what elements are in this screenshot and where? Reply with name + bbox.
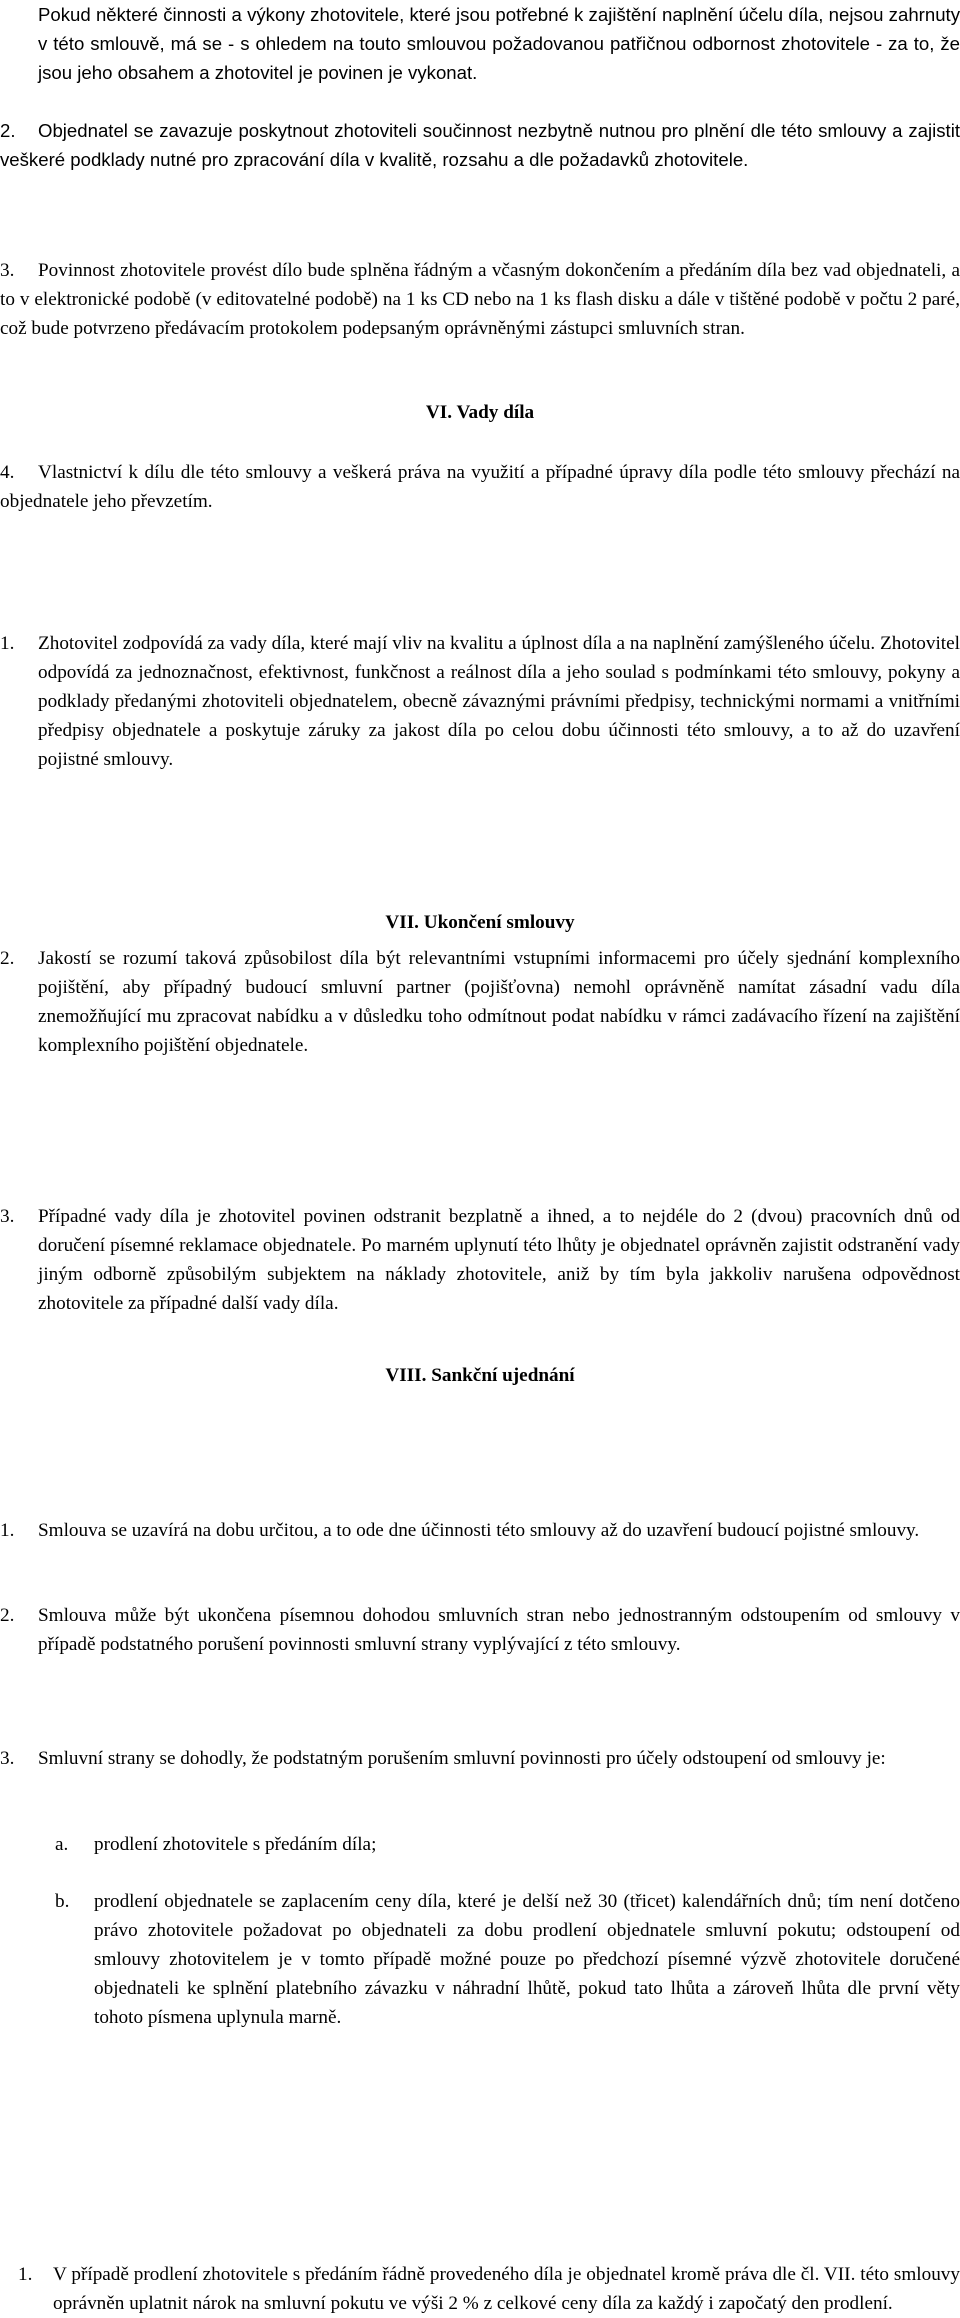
item-text: Jakostí se rozumí taková způsobilost díla být relevantními vstupními informacemi pro účely sjednání komplexního pojištění, aby případný budoucí smluvní partner (pojišťovna) nemohl oprávněně namítat zásadní vadu díla znemožňující mu zpracovat nabídku a v důsledku toho odmítnout podat nabídku v rámci zadávacího řízení na zajištění komplexního pojištění objednatele. — [38, 948, 960, 1056]
item-text: Povinnost zhotovitele provést dílo bude splněna řádným a včasným dokončením a předáním díla bez vad objednateli, a to v elektronické podobě (v editovatelné podobě) na 1 ks CD nebo na 1 ks flash disku a dále v tištěné podobě v počtu 2 paré, což bude potvrzeno předávacím protokolem podepsaným oprávněnými zástupci smluvních stran. — [0, 260, 960, 339]
section-heading-vii: VII. Ukončení smlouvy — [385, 912, 575, 933]
item-text: Zhotovitel zodpovídá za vady díla, které mají vliv na kvalitu a úplnost díla a na naplnění zamýšleného účelu. Zhotovitel odpovídá za jednoznačnost, efektivnost, funkčnost a reálnost díla a jeho soulad s podmínkami této smlouvy, pokyny a podklady předanými zhotoviteli objednatelem, obecně závaznými právními předpisy, technickými normami a vnitřními předpisy objednatele a poskytuje záruky za jakost díla po celou dobu účinnosti této smlouvy, a to až do uzavření pojistné smlouvy. — [38, 633, 960, 770]
item-text: Smluvní strany se dohodly, že podstatným porušením smluvní povinnosti pro účely odstoupení od smlouvy je: — [38, 1748, 886, 1769]
article-vii-item-2 — [0, 1601, 960, 1659]
item-number: 4. — [0, 462, 15, 483]
article-v-item-4 — [0, 458, 960, 516]
item-number: 3. — [0, 1206, 15, 1227]
item-number: 1. — [18, 2264, 33, 2285]
intro-paragraph — [0, 0, 960, 87]
item-text: V případě prodlení zhotovitele s předáním řádně provedeného díla je objednatel kromě práva dle čl. VII. této smlouvy oprávněn uplatnit nárok na smluvní pokutu ve výši 2 % z celkové ceny díla za každý i započatý den prodlení. — [53, 2264, 960, 2314]
item-number: 2. — [0, 1605, 15, 1626]
article-v-item-3 — [0, 256, 960, 343]
article-vi-item-1 — [0, 629, 960, 774]
article-vi-item-3 — [0, 1202, 960, 1318]
item-text: Smlouva se uzavírá na dobu určitou, a to ode dne účinnosti této smlouvy až do uzavření budoucí pojistné smlouvy. — [38, 1520, 920, 1541]
item-number: 3. — [0, 1748, 15, 1769]
item-text: Případné vady díla je zhotovitel povinen odstranit bezplatně a ihned, a to nejdéle do 2 (dvou) pracovních dnů od doručení písemné reklamace objednatele. Po marném uplynutí této lhůty je objednatel oprávněn zajistit odstranění vady jiným odborně způsobilým subjektem na náklady zhotovitele, aniž by tím byla jakkoliv narušena odpovědnost zhotovitele za případné další vady díla. — [38, 1206, 960, 1314]
item-number: 3. — [0, 260, 15, 281]
item-text: Smlouva může být ukončena písemnou dohodou smluvních stran nebo jednostranným odstoupením od smlouvy v případě podstatného porušení povinnosti smluvní strany vyplývající z této smlouvy. — [38, 1605, 960, 1655]
article-v-item-2 — [0, 116, 960, 174]
subitem-text: prodlení objednatele se zaplacením ceny díla, které je delší než 30 (třicet) kalendářních dnů; tím není dotčeno právo zhotovitele požadovat po objednateli za dobu prodlení objednatele smluvní pokutu; odstoupení od smlouvy zhotovitelem je v tomto případě možné pouze po předchozí písemné výzvě zhotovitele doručené objednateli ke splnění platebního závazku v náhradní lhůtě, pokud tato lhůta a zároveň lhůta dle první věty tohoto písmena uplynula marně. — [94, 1891, 960, 2028]
item-number: 1. — [0, 1520, 15, 1541]
article-vii-item-1 — [0, 1516, 960, 1545]
article-viii-item-1 — [0, 2260, 960, 2318]
item-number: 2. — [0, 948, 15, 969]
item-text: Objednatel se zavazuje poskytnout zhotoviteli součinnost nezbytně nutnou pro plnění dle této smlouvy a zajistit veškeré podklady nutné pro zpracování díla v kvalitě, rozsahu a dle požadavků zhotovitele. — [0, 120, 960, 170]
subitem-letter: b. — [55, 1891, 70, 1912]
item-number: 1. — [0, 633, 15, 654]
item-number: 2. — [0, 120, 16, 141]
subitem-text: prodlení zhotovitele s předáním díla; — [94, 1834, 377, 1855]
section-heading-vi: VI. Vady díla — [425, 402, 535, 423]
article-vi-item-2 — [0, 944, 960, 1060]
article-vii-item-3 — [0, 1744, 960, 1773]
article-vii-subitem-a — [0, 1830, 960, 1859]
item-text: Vlastnictví k dílu dle této smlouvy a veškerá práva na využití a případné úpravy díla podle této smlouvy přechází na objednatele jeho převzetím. — [0, 462, 960, 512]
article-vii-subitem-b — [0, 1887, 960, 2032]
section-heading-viii: VIII. Sankční ujednání — [385, 1365, 575, 1386]
intro-text: Pokud některé činnosti a výkony zhotovitele, které jsou potřebné k zajištění naplnění účelu díla, nejsou zahrnuty v této smlouvě, má se - s ohledem na touto smlouvou požadovanou patřičnou odbornost zhotovitele - za to, že jsou jeho obsahem a zhotovitel je povinen je vykonat. — [38, 4, 960, 83]
subitem-letter: a. — [55, 1834, 69, 1855]
